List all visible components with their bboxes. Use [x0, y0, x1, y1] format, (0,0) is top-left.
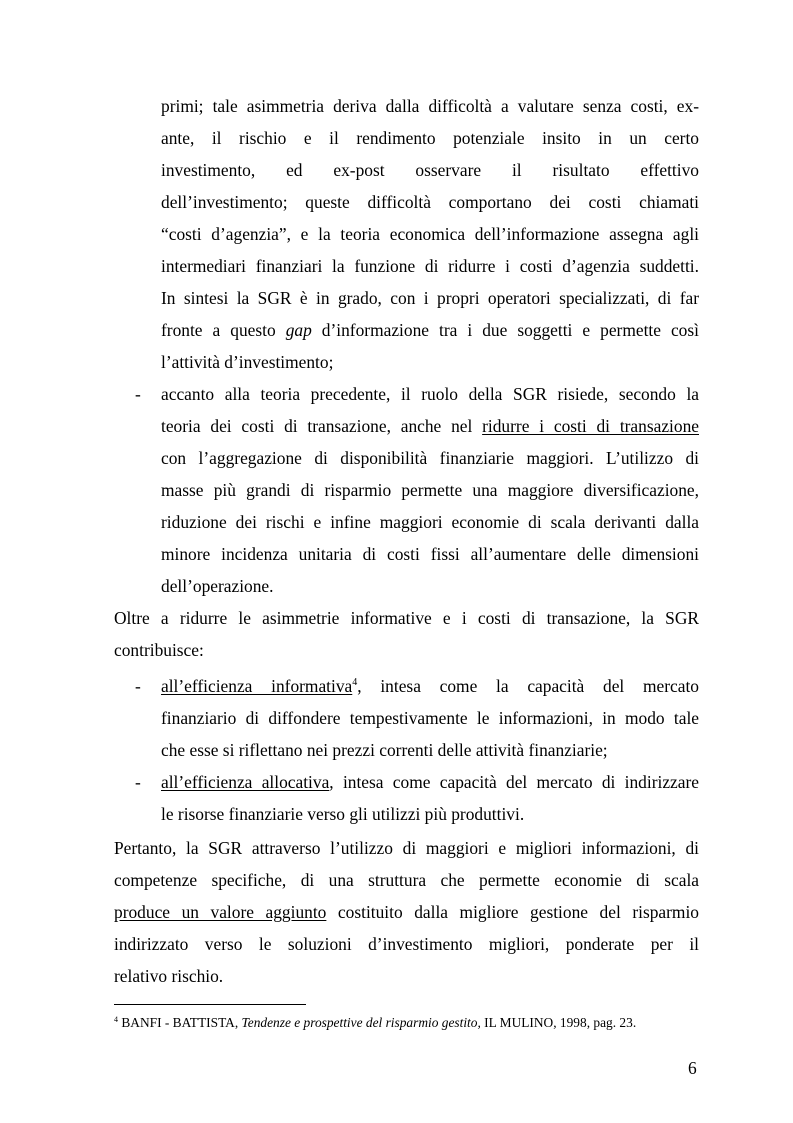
text-line — [161, 320, 699, 340]
text-line: In sintesi la SGR è in grado, con i propri operatori specializzati, di far — [161, 288, 699, 308]
text-line: “costi d’agenzia”, e la teoria economica dell’informazione assegna agli — [161, 224, 699, 244]
text-line: ante, il rischio e il rendimento potenziale insito in un certo — [161, 128, 699, 148]
text-line: indirizzato verso le soluzioni d’investimento migliori, ponderate per il — [114, 934, 699, 954]
italic-term: gap — [285, 320, 312, 340]
text-line: minore incidenza unitaria di costi fissi all’aumentare delle dimensioni — [161, 544, 699, 564]
text-line — [161, 676, 699, 696]
text-line: riduzione dei rischi e infine maggiori economie di scala derivanti dalla — [161, 512, 699, 532]
bullet-dash: - — [135, 676, 141, 696]
bullet-dash: - — [135, 384, 141, 404]
underlined-term: ridurre i costi di transazione — [482, 416, 699, 436]
text-line: che esse si riflettano nei prezzi correnti delle attività finanziarie; — [161, 740, 608, 760]
footnote-marker: 4 — [114, 1015, 118, 1024]
underlined-term: produce un valore aggiunto — [114, 902, 327, 922]
text-line: intermediari finanziari la funzione di ridurre i costi d’agenzia suddetti. — [161, 256, 699, 276]
text-line: dell’investimento; queste difficoltà comportano dei costi chiamati — [161, 192, 699, 212]
text-line: finanziario di diffondere tempestivamente le informazioni, in modo tale — [161, 708, 699, 728]
text-span: costituito dalla migliore gestione del risparmio — [326, 902, 699, 922]
footnote — [114, 1015, 636, 1031]
text-line — [114, 902, 699, 922]
text-line: l’attività d’investimento; — [161, 352, 334, 372]
text-line: masse più grandi di risparmio permette una maggiore diversificazione, — [161, 480, 699, 500]
text-span: d’informazione tra i due soggetti e permette così — [311, 320, 699, 340]
text-line: Oltre a ridurre le asimmetrie informative e i costi di transazione, la SGR — [114, 608, 699, 628]
underlined-term: all’efficienza informativa — [161, 676, 353, 696]
text-line: accanto alla teoria precedente, il ruolo della SGR risiede, secondo la — [161, 384, 699, 404]
text-line — [161, 416, 699, 436]
text-span: , intesa come capacità del mercato di indirizzare — [329, 772, 700, 792]
text-span: fronte a questo — [161, 320, 286, 340]
text-line: le risorse finanziarie verso gli utilizzi più produttivi. — [161, 804, 525, 824]
text-line: dell’operazione. — [161, 576, 274, 596]
text-line — [161, 772, 699, 792]
footnote-ref: 4 — [352, 677, 358, 688]
footnote-publisher: IL MULINO, 1998, pag. 23. — [480, 1015, 637, 1030]
text-span: , intesa come la capacità del mercato — [357, 676, 699, 696]
text-line: con l’aggregazione di disponibilità finanziarie maggiori. L’utilizzo di — [161, 448, 699, 468]
underlined-term: all’efficienza allocativa — [161, 772, 330, 792]
text-line: contribuisce: — [114, 640, 204, 660]
bullet-dash: - — [135, 772, 141, 792]
footnote-separator — [114, 1004, 306, 1005]
text-line: relativo rischio. — [114, 966, 224, 986]
text-line: investimento, ed ex-post osservare il risultato effettivo — [161, 160, 699, 180]
text-line: competenze specifiche, di una struttura che permette economie di scala — [114, 870, 699, 890]
text-line: Pertanto, la SGR attraverso l’utilizzo di maggiori e migliori informazioni, di — [114, 838, 699, 858]
text-span: teoria dei costi di transazione, anche nel — [161, 416, 483, 436]
footnote-author: BANFI - BATTISTA, — [118, 1015, 242, 1030]
page-number: 6 — [688, 1058, 697, 1078]
text-line: primi; tale asimmetria deriva dalla difficoltà a valutare senza costi, ex- — [161, 96, 699, 116]
footnote-title: Tendenze e prospettive del risparmio gestito, — [241, 1015, 481, 1030]
